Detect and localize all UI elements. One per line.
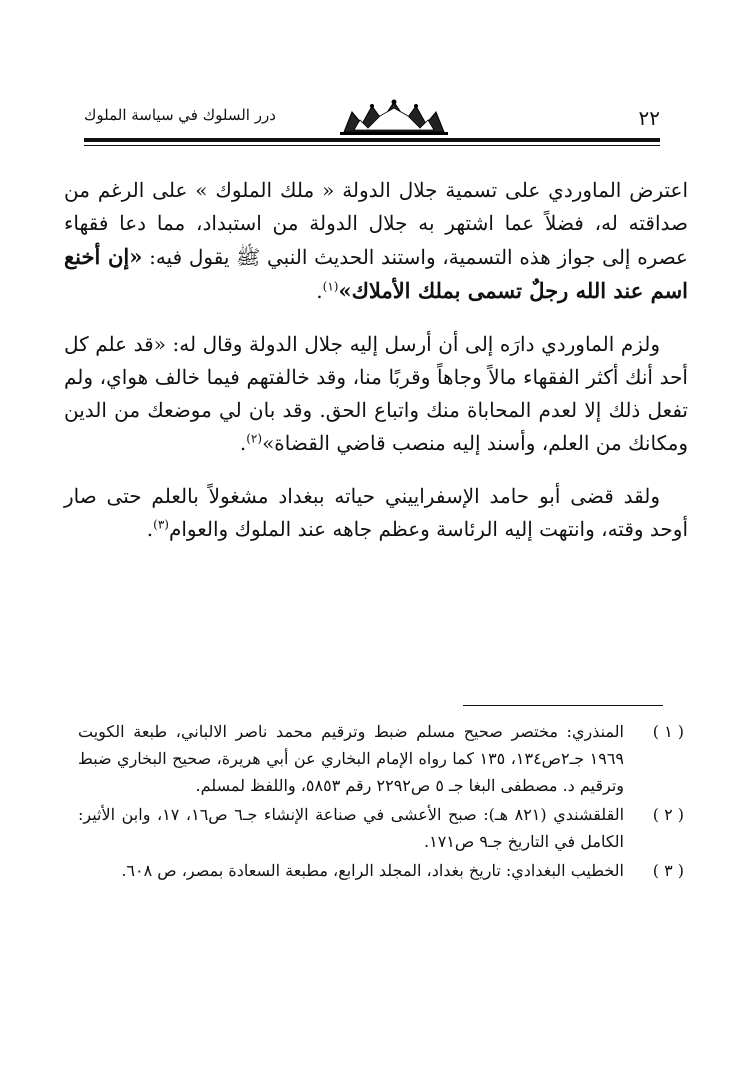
crown-ornament-icon — [340, 98, 448, 136]
running-title: درر السلوك في سياسة الملوك — [84, 106, 276, 124]
paragraph-1-text: اعترض الماوردي على تسمية جلال الدولة « ملك الملوك » على الرغم من صداقته له، فضلاً عما اشتهر به جلال الدولة من استبداد، مما دعا فقهاء عصره إلى جواز هذه التسمية، واستند الحديث النبي ﷺ يقول فيه: — [64, 178, 688, 269]
footnote-number: ( ١ ) — [652, 722, 684, 741]
paragraph-3 — [64, 480, 688, 546]
footnote-separator — [463, 705, 663, 706]
footnote-text: الخطيب البغدادي: تاريخ بغداد، المجلد الرابع، مطبعة السعادة بمصر، ص ٦٠٨. — [121, 861, 624, 880]
paragraph-3-end: . — [146, 517, 154, 541]
page-header — [84, 96, 660, 156]
paragraph-2 — [64, 328, 688, 460]
footnote-number: ( ٣ ) — [652, 861, 684, 880]
header-rule-thin — [84, 145, 660, 146]
paragraph-1 — [64, 174, 688, 308]
footnote-ref-1: (١) — [322, 279, 339, 294]
paragraph-2-end: . — [239, 431, 247, 455]
footnote-2 — [78, 801, 684, 855]
main-text — [64, 174, 688, 566]
footnote-text: المنذري: مختصر صحيح مسلم ضبط وترقيم محمد ناصر الالباني، طبعة الكويت ١٩٦٩ جـ٢ص١٣٤، ١٣٥ كما رواه الإمام البخاري عن أبي هريرة، صحيح البخاري ضبط وترقيم د. مصطفى البغا جـ ٥ ص٢٢٩٢ رقم ٥٨٥٣، واللفظ لمسلم. — [78, 722, 625, 795]
header-rule-thick — [84, 138, 660, 142]
footnote-text: القلقشندي (٨٢١ هـ): صبح الأعشى في صناعة الإنشاء جـ٦ ص١٦، ١٧، وابن الأثير: الكامل في التاريخ جـ٩ ص١٧١. — [78, 805, 625, 851]
footnotes — [78, 718, 684, 886]
footnote-ref-2: (٢) — [246, 431, 263, 446]
footnote-3 — [78, 857, 684, 884]
footnote-ref-3: (٣) — [153, 517, 169, 532]
footnote-1 — [78, 718, 684, 799]
page-number: ٢٢ — [638, 106, 660, 130]
paragraph-1-end: . — [316, 279, 323, 303]
paragraph-3-text: ولقد قضى أبو حامد الإسفراييني حياته ببغداد مشغولاً بالعلم حتى صار أوحد وقته، وانتهت إليه الرئاسة وعظم جاهه عند الملوك والعوام — [64, 484, 688, 541]
footnote-number: ( ٢ ) — [652, 805, 684, 824]
paragraph-2-text: ولزم الماوردي دارَه إلى أن أرسل إليه جلال الدولة وقال له: «قد علم كل أحد أنك أكثر الفقهاء مالاً وجاهاً وقربًا منا، وقد خالفتهم فيما خالف هواي، ولم تفعل ذلك إلا لعدم المحاباة منك واتباع الحق. وقد بان لي موضعك من الدين ومكانك من العلم، وأسند إليه منصب قاضي القضاة» — [64, 332, 688, 455]
hadith-quote: «إن أخنع اسم عند الله رجلٌ تسمى بملك الأملاك» — [64, 244, 688, 303]
